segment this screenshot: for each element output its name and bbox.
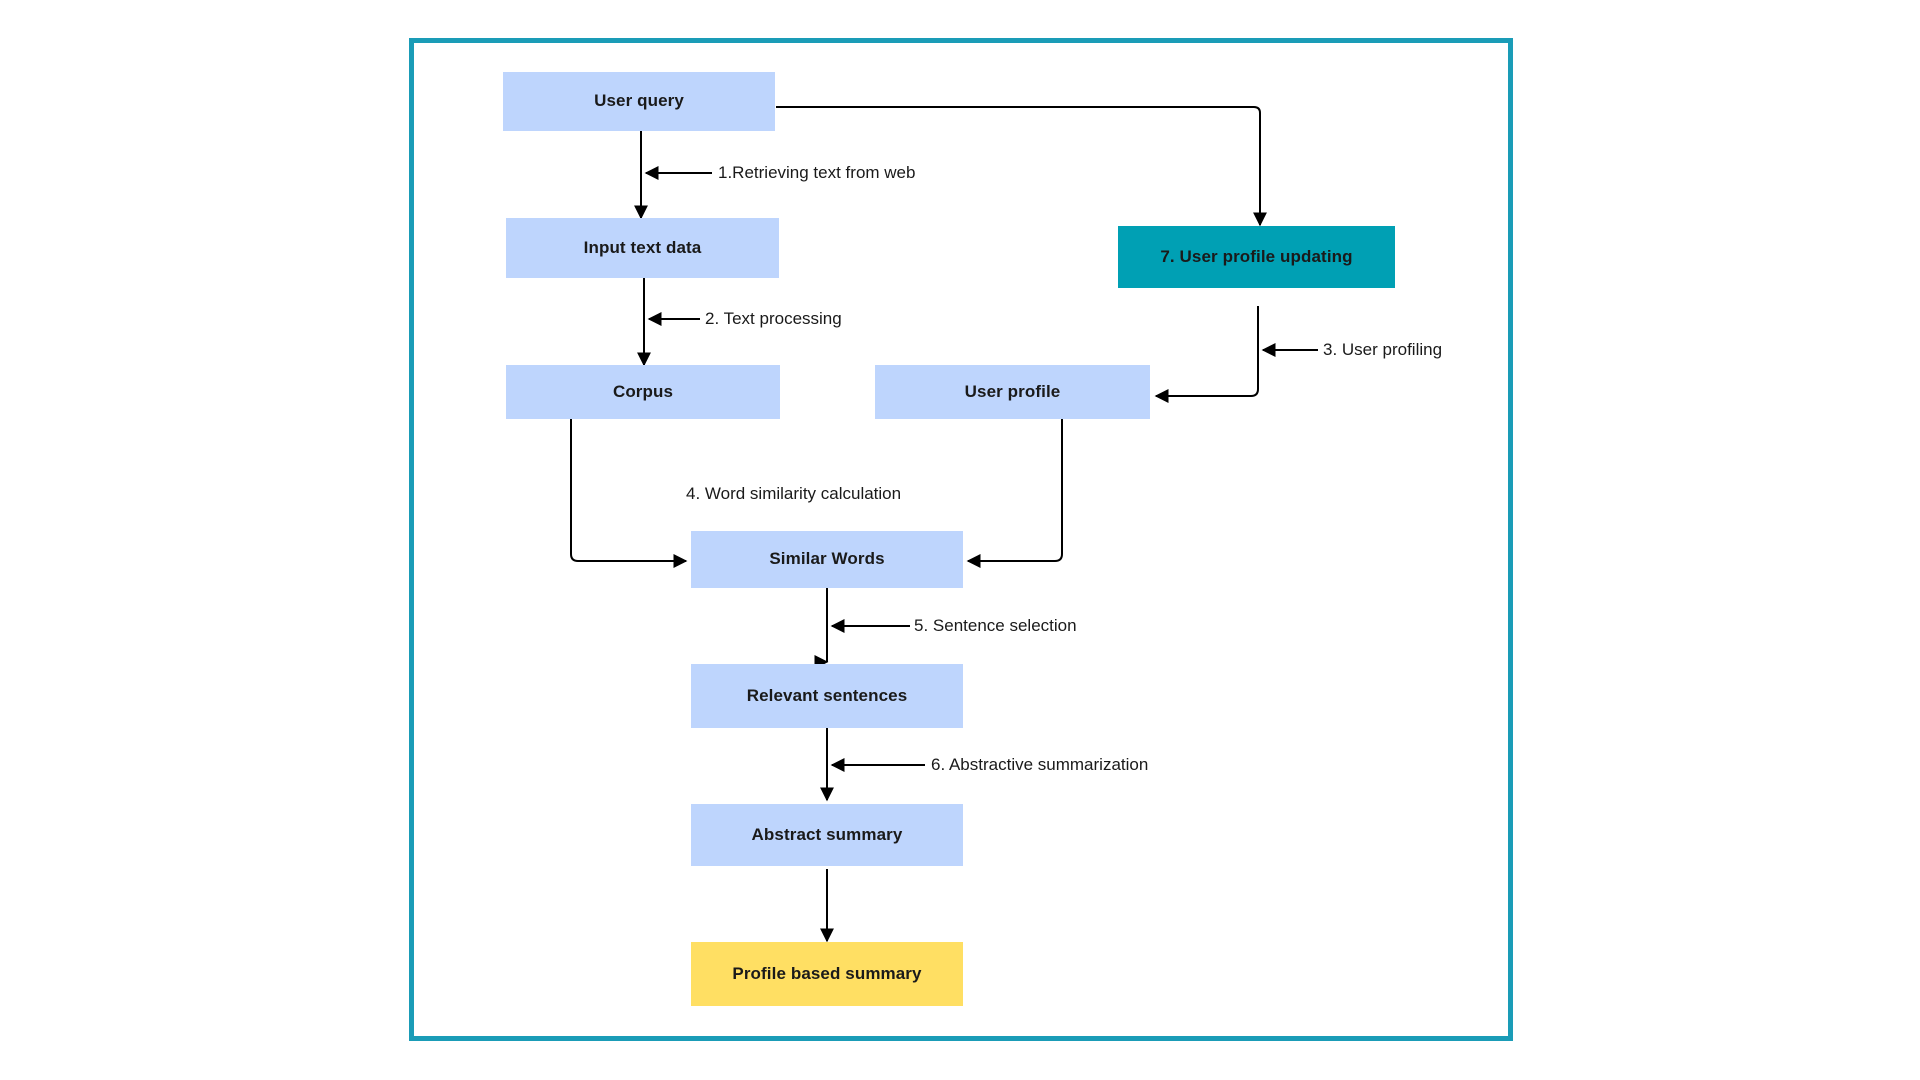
edge-label-step-3: 3. User profiling (1323, 340, 1443, 359)
node-input-text-data[interactable] (506, 218, 779, 278)
edge-label-step-5: 5. Sentence selection (914, 616, 1077, 635)
node-user-profile-updating-label: 7. User profile updating (1160, 246, 1353, 266)
node-profile-based-summary-label: Profile based summary (732, 963, 922, 983)
edge-label-step-2: 2. Text processing (705, 309, 842, 328)
node-user-profile-updating[interactable] (1118, 226, 1395, 288)
node-user-query-label: User query (594, 91, 684, 111)
node-corpus[interactable] (506, 365, 780, 419)
node-user-query[interactable] (503, 72, 775, 131)
node-similar-words-label: Similar Words (769, 549, 885, 569)
node-input-text-data-label: Input text data (583, 237, 702, 257)
edge-label-step-1: 1.Retrieving text from web (718, 163, 916, 182)
edge-label-step-4: 4. Word similarity calculation (686, 484, 902, 503)
node-similar-words[interactable] (691, 531, 963, 588)
node-abstract-summary[interactable] (691, 804, 963, 866)
node-user-profile[interactable] (875, 365, 1150, 419)
node-profile-based-summary[interactable] (691, 942, 963, 1006)
node-corpus-label: Corpus (612, 381, 674, 401)
edge-label-step-6: 6. Abstractive summarization (931, 755, 1149, 774)
node-relevant-sentences[interactable] (691, 664, 963, 728)
node-user-profile-label: User profile (964, 381, 1061, 401)
node-abstract-summary-label: Abstract summary (751, 824, 903, 844)
node-relevant-sentences-label: Relevant sentences (746, 685, 908, 705)
